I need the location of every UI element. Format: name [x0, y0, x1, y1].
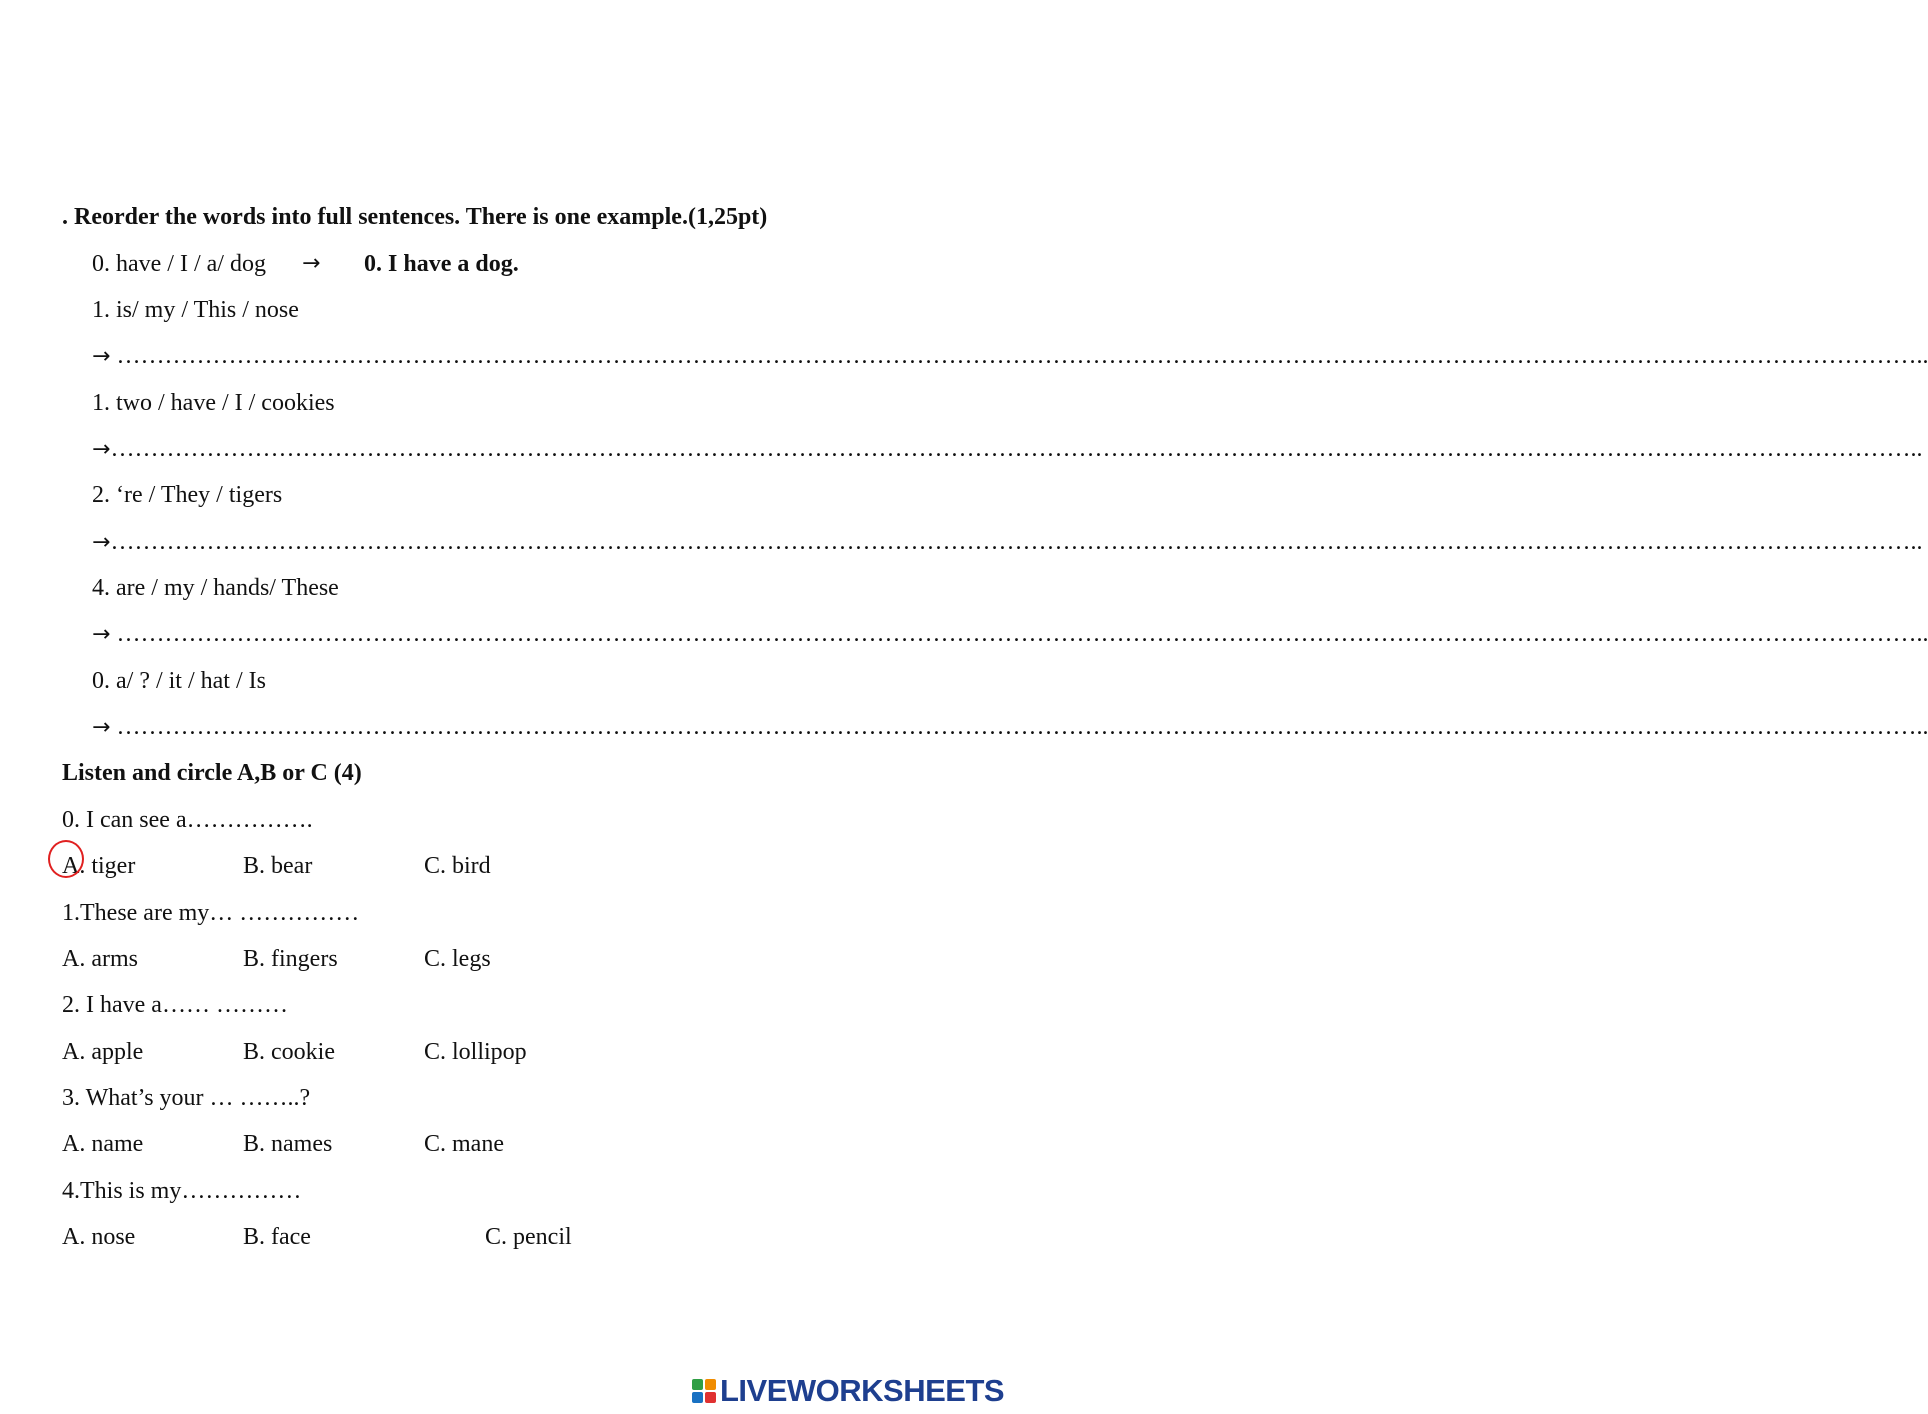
option-c[interactable]: C. lollipop	[424, 1039, 527, 1065]
option-c[interactable]: C. legs	[424, 946, 491, 972]
answer-blank: ………………………………………………………………………………………………………………………………………………………………………………………………………..	[110, 436, 1923, 462]
answer-line[interactable]	[92, 341, 1928, 372]
question-text: 4.This is my……………	[62, 1178, 302, 1204]
option-b[interactable]: B. face	[243, 1224, 311, 1250]
answer-blank: ………………………………………………………………………………………………………………………………………………………………………………………………………..	[110, 621, 1928, 647]
logo-square	[705, 1379, 716, 1390]
answer-blank: ………………………………………………………………………………………………………………………………………………………………………………………………………..	[110, 714, 1928, 740]
answer-line[interactable]	[92, 619, 1928, 650]
logo-square	[692, 1379, 703, 1390]
reorder-item-prompt: 1. is/ my / This / nose	[92, 297, 299, 323]
option-a[interactable]: A. name	[62, 1131, 144, 1157]
example-prompt: 0. have / I / a/ dog	[92, 251, 266, 277]
arrow-icon: →	[92, 437, 111, 462]
option-c[interactable]: C. pencil	[485, 1224, 572, 1250]
option-a[interactable]: A. tiger	[62, 853, 136, 879]
logo-square	[692, 1392, 703, 1403]
arrow-icon: →	[302, 251, 321, 276]
option-b[interactable]: B. bear	[243, 853, 313, 879]
reorder-item-prompt: 4. are / my / hands/ These	[92, 575, 339, 601]
question-text: 3. What’s your … ……..?	[62, 1085, 311, 1111]
question-text: 1.These are my… ……………	[62, 900, 360, 926]
answer-blank: ………………………………………………………………………………………………………………………………………………………………………………………………………..	[110, 343, 1928, 369]
option-a[interactable]: A. arms	[62, 946, 138, 972]
reorder-item-prompt: 2. ‘re / They / tigers	[92, 482, 283, 508]
liveworksheets-logo	[692, 1374, 1004, 1408]
reorder-item-prompt: 0. a/ ? / it / hat / Is	[92, 668, 266, 694]
option-b[interactable]: B. names	[243, 1131, 333, 1157]
answer-line[interactable]	[92, 527, 1922, 558]
arrow-icon: →	[92, 344, 111, 369]
section2-title: Listen and circle A,B or C (4)	[62, 760, 362, 786]
logo-square	[705, 1392, 716, 1403]
question-text: 2. I have a…… ………	[62, 992, 288, 1018]
answer-line[interactable]	[92, 434, 1922, 465]
section1-title: . Reorder the words into full sentences. There is one example.(1,25pt)	[62, 204, 768, 230]
option-b[interactable]: B. cookie	[243, 1039, 335, 1065]
answer-line[interactable]	[92, 712, 1928, 743]
reorder-item-prompt: 1. two / have / I / cookies	[92, 390, 335, 416]
answer-blank: ………………………………………………………………………………………………………………………………………………………………………………………………………..	[110, 529, 1923, 555]
arrow-icon: →	[92, 530, 111, 555]
option-a[interactable]: A. nose	[62, 1224, 136, 1250]
option-a[interactable]: A. apple	[62, 1039, 144, 1065]
example-answer: 0. I have a dog.	[364, 251, 519, 277]
option-b[interactable]: B. fingers	[243, 946, 338, 972]
answer-circle	[48, 840, 84, 878]
question-text: 0. I can see a…………….	[62, 807, 313, 833]
logo-text: LIVEWORKSHEETS	[720, 1373, 1005, 1408]
option-c[interactable]: C. bird	[424, 853, 491, 879]
arrow-icon: →	[92, 715, 111, 740]
option-c[interactable]: C. mane	[424, 1131, 504, 1157]
arrow-icon: →	[92, 622, 111, 647]
logo-mark-icon	[692, 1379, 716, 1403]
